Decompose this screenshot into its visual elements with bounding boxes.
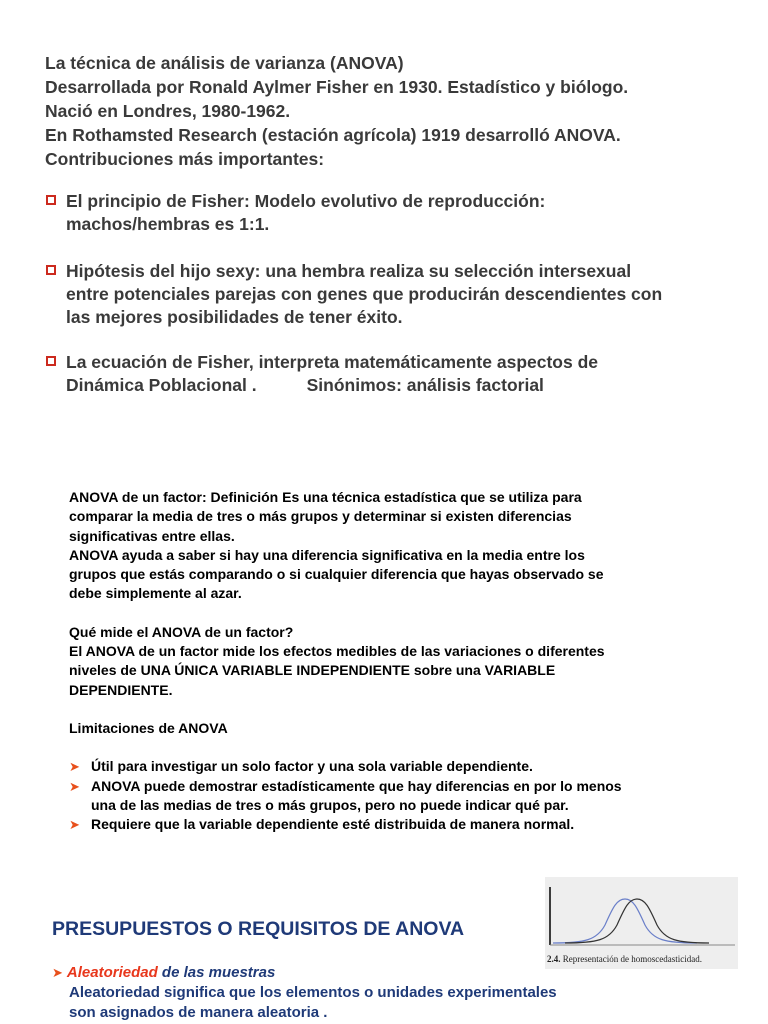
synonyms-text: Sinónimos: análisis factorial — [306, 375, 544, 395]
intro-line: Nació en Londres, 1980-1962. — [45, 101, 291, 121]
presupuesto-item — [52, 963, 557, 1023]
contribution-line — [45, 374, 745, 397]
contribution-text: Dinámica Poblacional . — [66, 375, 257, 395]
contribution-item — [45, 190, 745, 236]
presupuesto-desc-line: son asignados de manera aleatoria . — [69, 1004, 328, 1021]
measure-line: El ANOVA de un factor mide los efectos medibles de las variaciones o diferentes — [69, 643, 605, 660]
arrow-bullet-icon: ➤ — [69, 817, 80, 833]
homoscedasticity-figure — [545, 877, 738, 969]
one-factor-section — [69, 488, 749, 834]
contribution-line: entre potenciales parejas con genes que producirán descendientes con — [66, 284, 663, 304]
measure-line: Qué mide el ANOVA de un factor? — [69, 623, 294, 640]
figure-caption: 2.4. Representación de homoscedasticidad. — [547, 954, 702, 964]
definition-line: debe simplemente al azar. — [69, 585, 242, 602]
curve-blue — [553, 899, 697, 943]
contribution-item — [45, 260, 745, 329]
limitation-line: Requiere que la variable dependiente esté distribuida de manera normal. — [91, 816, 575, 833]
intro-line: La técnica de análisis de varianza (ANOVA) — [45, 53, 404, 73]
contribution-line: Hipótesis del hijo sexy: una hembra realiza su selección intersexual — [66, 261, 632, 281]
limitation-item — [69, 757, 749, 776]
checkbox-bullet-icon — [46, 195, 56, 205]
contribution-line: La ecuación de Fisher, interpreta matemáticamente aspectos de — [66, 352, 599, 372]
presupuesto-keyword: Aleatoriedad — [66, 964, 158, 981]
arrow-bullet-icon: ➤ — [69, 759, 80, 775]
contribution-line: las mejores posibilidades de tener éxito. — [66, 307, 403, 327]
arrow-bullet-icon: ➤ — [52, 965, 63, 980]
checkbox-bullet-icon — [46, 356, 56, 366]
limitation-item — [69, 815, 749, 834]
contribution-line: El principio de Fisher: Modelo evolutivo de reproducción: — [66, 191, 546, 211]
presupuestos-title: PRESUPUESTOS O REQUISITOS DE ANOVA — [52, 918, 465, 940]
curve-black — [565, 899, 709, 943]
limitation-line: ANOVA puede demostrar estadísticamente que hay diferencias en por lo menos — [91, 777, 622, 794]
limitation-item — [69, 777, 749, 816]
limitation-line: una de las medias de tres o más grupos, pero no puede indicar qué par. — [91, 796, 569, 813]
measure-line: niveles de UNA ÚNICA VARIABLE INDEPENDIENTE sobre una VARIABLE — [69, 662, 556, 679]
limitation-line: Útil para investigar un solo factor y una sola variable dependiente. — [91, 758, 533, 775]
presupuesto-label: de las muestras — [157, 964, 276, 981]
checkbox-bullet-icon — [46, 265, 56, 275]
definition-line: significativas entre ellas. — [69, 527, 235, 544]
definition-line: ANOVA de un factor: Definición Es una técnica estadística que se utiliza para — [69, 489, 582, 505]
definition-line: comparar la media de tres o más grupos y determinar si existen diferencias — [69, 508, 572, 525]
limitations-title: Limitaciones de ANOVA — [69, 719, 228, 736]
arrow-bullet-icon: ➤ — [69, 778, 80, 794]
contribution-item — [45, 351, 745, 397]
intro-line: Desarrollada por Ronald Aylmer Fisher en 1930. Estadístico y biólogo. — [45, 77, 629, 97]
definition-line: ANOVA ayuda a saber si hay una diferencia significativa en la media entre los — [69, 546, 585, 563]
intro-block — [45, 51, 745, 171]
contribution-line: machos/hembras es 1:1. — [66, 214, 270, 234]
intro-line: Contribuciones más importantes: — [45, 149, 325, 169]
measure-line: DEPENDIENTE. — [69, 681, 173, 698]
presupuesto-desc-line: Aleatoriedad significa que los elementos o unidades experimentales — [69, 984, 557, 1001]
intro-line: En Rothamsted Research (estación agrícola) 1919 desarrolló ANOVA. — [45, 125, 621, 145]
definition-line: grupos que estás comparando o si cualquier diferencia que hayas observado se — [69, 566, 604, 583]
